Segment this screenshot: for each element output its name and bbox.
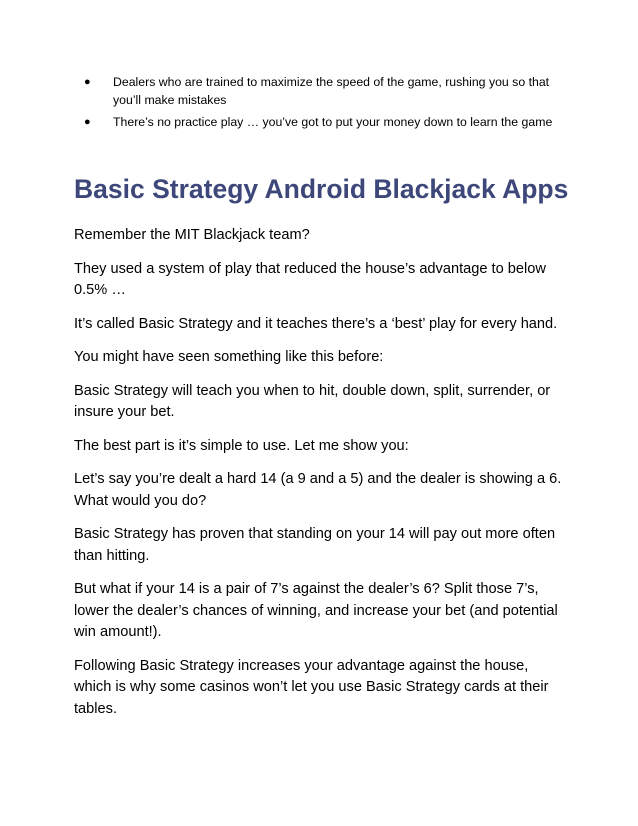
bullet-text: There’s no practice play … you’ve got to put your money down to learn the game [113,115,553,129]
bullet-list [74,73,574,131]
paragraph: Basic Strategy will teach you when to hit, double down, split, surrender, or insure your bet. [74,382,551,420]
paragraph: Basic Strategy has proven that standing on your 14 will pay out more often than hitting. [74,526,556,564]
paragraph: Let’s say you’re dealt a hard 14 (a 9 and a 5) and the dealer is showing a 6. What would you do? [74,471,562,509]
paragraph: You might have seen something like this before: [74,349,384,365]
bullet-dot-icon: ● [84,76,91,88]
paragraph: They used a system of play that reduced the house’s advantage to below 0.5% … [74,260,546,298]
paragraph: Remember the MIT Blackjack team? [74,227,310,243]
bullet-item [74,113,574,131]
section-heading: Basic Strategy Android Blackjack Apps [74,174,569,204]
paragraph: But what if your 14 is a pair of 7’s against the dealer’s 6? Split those 7’s, lower the dealer’s chances of winning, and increase your bet (and potential win amount!). [74,581,558,640]
body-text [74,225,564,732]
bullet-dot-icon: ● [84,116,91,128]
bullet-text: Dealers who are trained to maximize the speed of the game, rushing you so that you’ll make mistakes [113,75,550,107]
paragraph: The best part is it’s simple to use. Let me show you: [74,437,409,454]
paragraph: Following Basic Strategy increases your advantage against the house, which is why some casinos won’t let you use Basic Strategy cards at their tables. [74,657,549,717]
bullet-item [74,73,574,109]
paragraph: It’s called Basic Strategy and it teaches there’s a ‘best’ play for every hand. [74,315,558,332]
